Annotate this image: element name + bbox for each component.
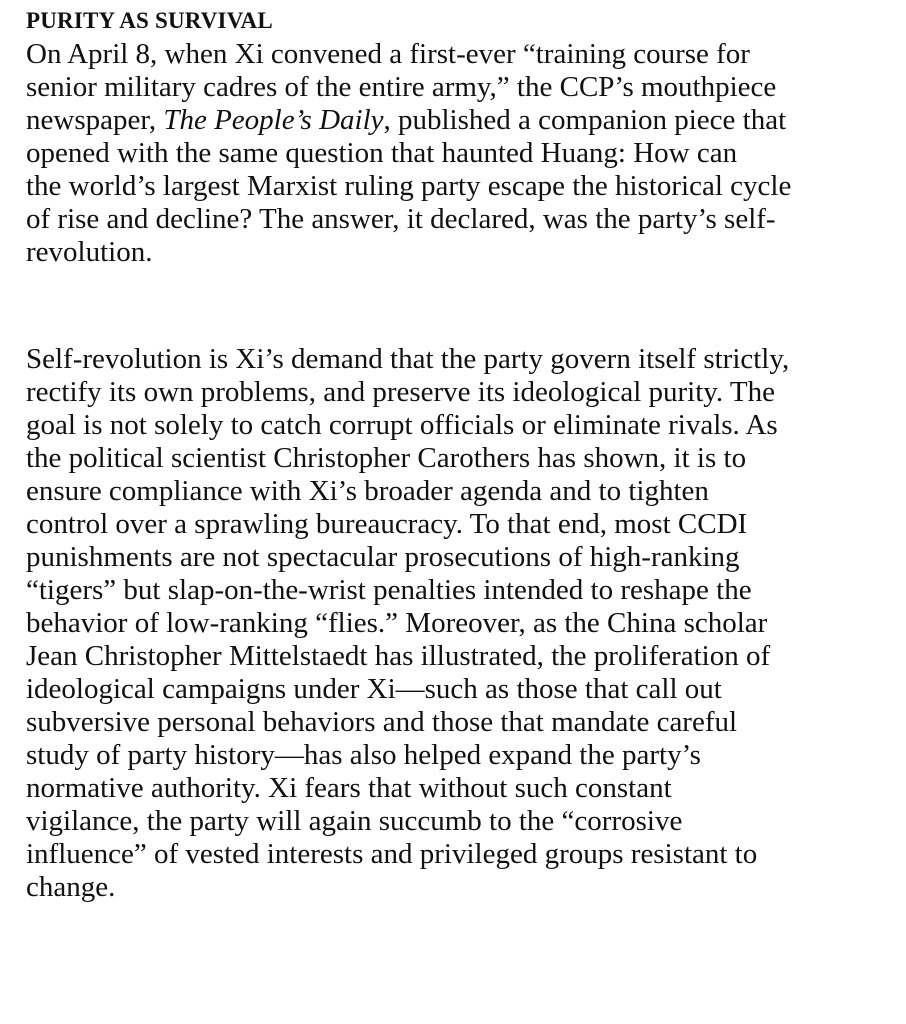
paragraph-1-line: senior military cadres of the entire army,” the CCP’s mouthpiece <box>26 71 777 103</box>
paragraph-2-line: “tigers” but slap-on-the-wrist penalties intended to reshape the <box>26 574 752 606</box>
paragraph-2-line: normative authority. Xi fears that without such constant <box>26 772 672 804</box>
paragraph-1 <box>26 38 791 269</box>
paragraph-2-line: influence” of vested interests and privileged groups resistant to <box>26 838 758 870</box>
paragraph-2-line: punishments are not spectacular prosecutions of high-ranking <box>26 541 740 573</box>
paragraph-2-line: vigilance, the party will again succumb to the “corrosive <box>26 805 683 837</box>
paragraph-1-line: revolution. <box>26 236 153 268</box>
paragraph-1-line: opened with the same question that haunted Huang: How can <box>26 137 738 169</box>
section-heading: PURITY AS SURVIVAL <box>26 8 273 33</box>
paragraph-2-line: ideological campaigns under Xi—such as those that call out <box>26 673 722 705</box>
paragraph-1-line <box>26 104 791 137</box>
line-text: newspaper, <box>26 104 164 136</box>
paragraph-1-line: On April 8, when Xi convened a first-ever “training course for <box>26 38 750 70</box>
paragraph-2-line: goal is not solely to catch corrupt officials or eliminate rivals. As <box>26 409 778 441</box>
paragraph-1-line: the world’s largest Marxist ruling party escape the historical cycle <box>26 170 792 202</box>
paragraph-2-line: subversive personal behaviors and those that mandate careful <box>26 706 738 738</box>
paragraph-2-line: study of party history—has also helped expand the party’s <box>26 739 701 771</box>
paragraph-2 <box>26 343 789 904</box>
paragraph-2-line: rectify its own problems, and preserve its ideological purity. The <box>26 376 775 408</box>
newspaper-title: The People’s Daily <box>163 104 384 136</box>
paragraph-2-line: behavior of low-ranking “flies.” Moreover, as the China scholar <box>26 607 768 639</box>
paragraph-2-line: Jean Christopher Mittelstaedt has illustrated, the proliferation of <box>26 640 771 672</box>
paragraph-1-line: of rise and decline? The answer, it declared, was the party’s self- <box>26 203 776 235</box>
paragraph-2-line: control over a sprawling bureaucracy. To that end, most CCDI <box>26 508 748 540</box>
paragraph-2-line: ensure compliance with Xi’s broader agenda and to tighten <box>26 475 709 507</box>
line-text: , published a companion piece that <box>383 104 787 136</box>
paragraph-2-line: Self-revolution is Xi’s demand that the party govern itself strictly, <box>26 343 790 375</box>
paragraph-2-line: the political scientist Christopher Carothers has shown, it is to <box>26 442 747 474</box>
paragraph-2-line: change. <box>26 871 116 903</box>
